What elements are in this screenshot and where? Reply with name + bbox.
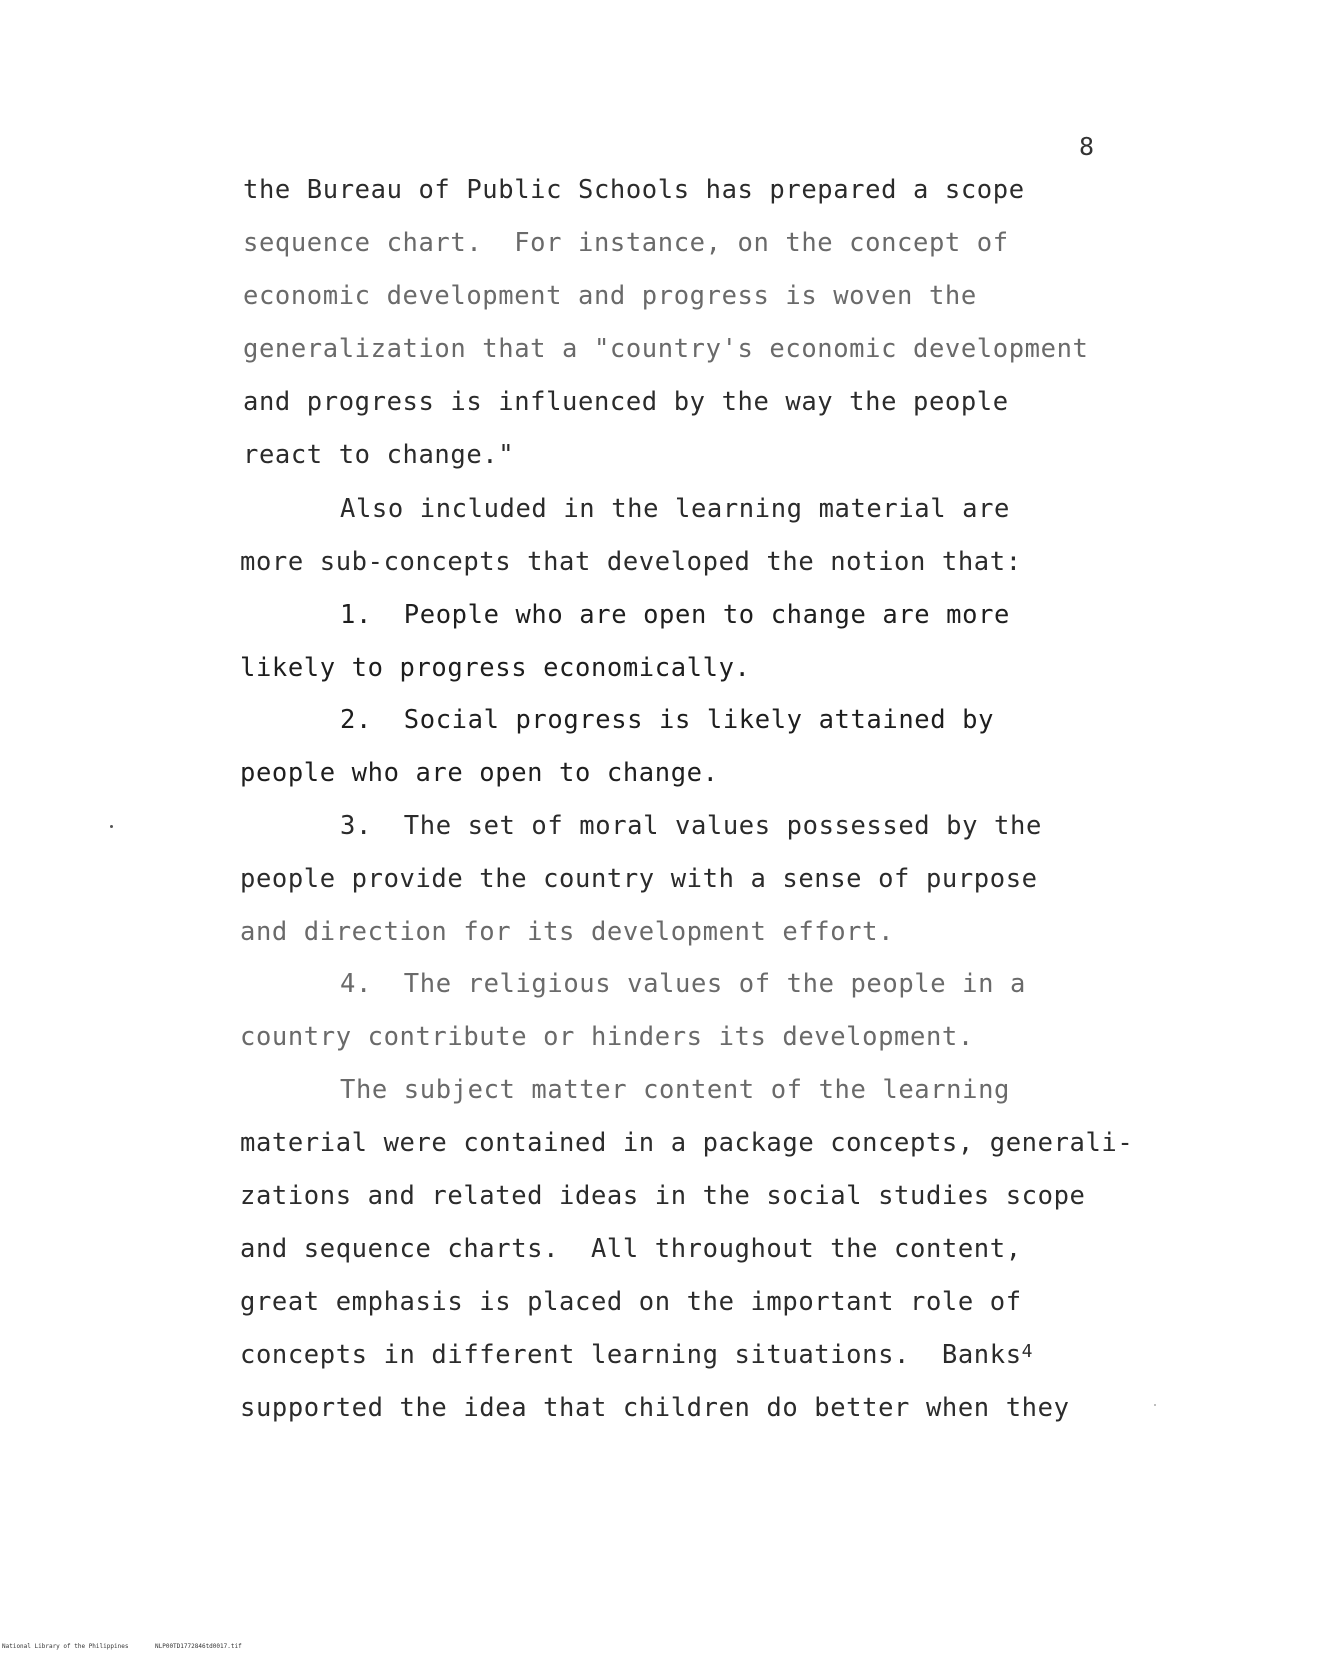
text-line-20: zations and related ideas in the social studies scope (240, 1181, 1086, 1211)
text-line-22: great emphasis is placed on the important role of (240, 1287, 1022, 1317)
page-number: 8 (1079, 132, 1095, 161)
text-line-13: 3. The set of moral values possessed by the (340, 811, 1042, 841)
text-line-11: 2. Social progress is likely attained by (340, 705, 995, 735)
text-line-23 (240, 1340, 1033, 1373)
text-line-1: the Bureau of Public Schools has prepared a scope (243, 175, 1025, 205)
text-line-15: and direction for its development effort. (240, 917, 895, 947)
text-line-3: economic development and progress is woven the (243, 281, 977, 311)
text-line-9: 1. People who are open to change are more (340, 600, 1010, 630)
text-line-18: The subject matter content of the learning (340, 1075, 1010, 1105)
footnote-marker: 4 (1021, 1341, 1034, 1362)
text-line-6: react to change." (243, 440, 515, 470)
text-line-5: and progress is influenced by the way the people (243, 387, 1009, 417)
text-line-14: people provide the country with a sense of purpose (240, 864, 1038, 894)
footer-library: National Library of the Philippines (2, 1643, 129, 1650)
text-line-8: more sub-concepts that developed the notion that: (240, 547, 1022, 577)
text-line-24: supported the idea that children do better when they (240, 1393, 1070, 1423)
text-line-23-text: concepts in different learning situations. Banks (240, 1340, 1022, 1370)
text-line-4: generalization that a "country's economic development (243, 334, 1089, 364)
text-line-7: Also included in the learning material are (340, 494, 1010, 524)
text-line-19: material were contained in a package concepts, generali- (240, 1128, 1134, 1158)
text-line-2: sequence chart. For instance, on the concept of (243, 228, 1009, 258)
text-line-10: likely to progress economically. (240, 653, 751, 683)
text-line-16: 4. The religious values of the people in a (340, 969, 1026, 999)
scan-speck (1154, 1404, 1156, 1406)
text-line-21: and sequence charts. All throughout the content, (240, 1234, 1022, 1264)
scan-speck (110, 825, 113, 828)
text-line-12: people who are open to change. (240, 758, 719, 788)
text-line-17: country contribute or hinders its development. (240, 1022, 974, 1052)
footer-filename: NLP00TD1772846td0017.tif (155, 1643, 242, 1650)
